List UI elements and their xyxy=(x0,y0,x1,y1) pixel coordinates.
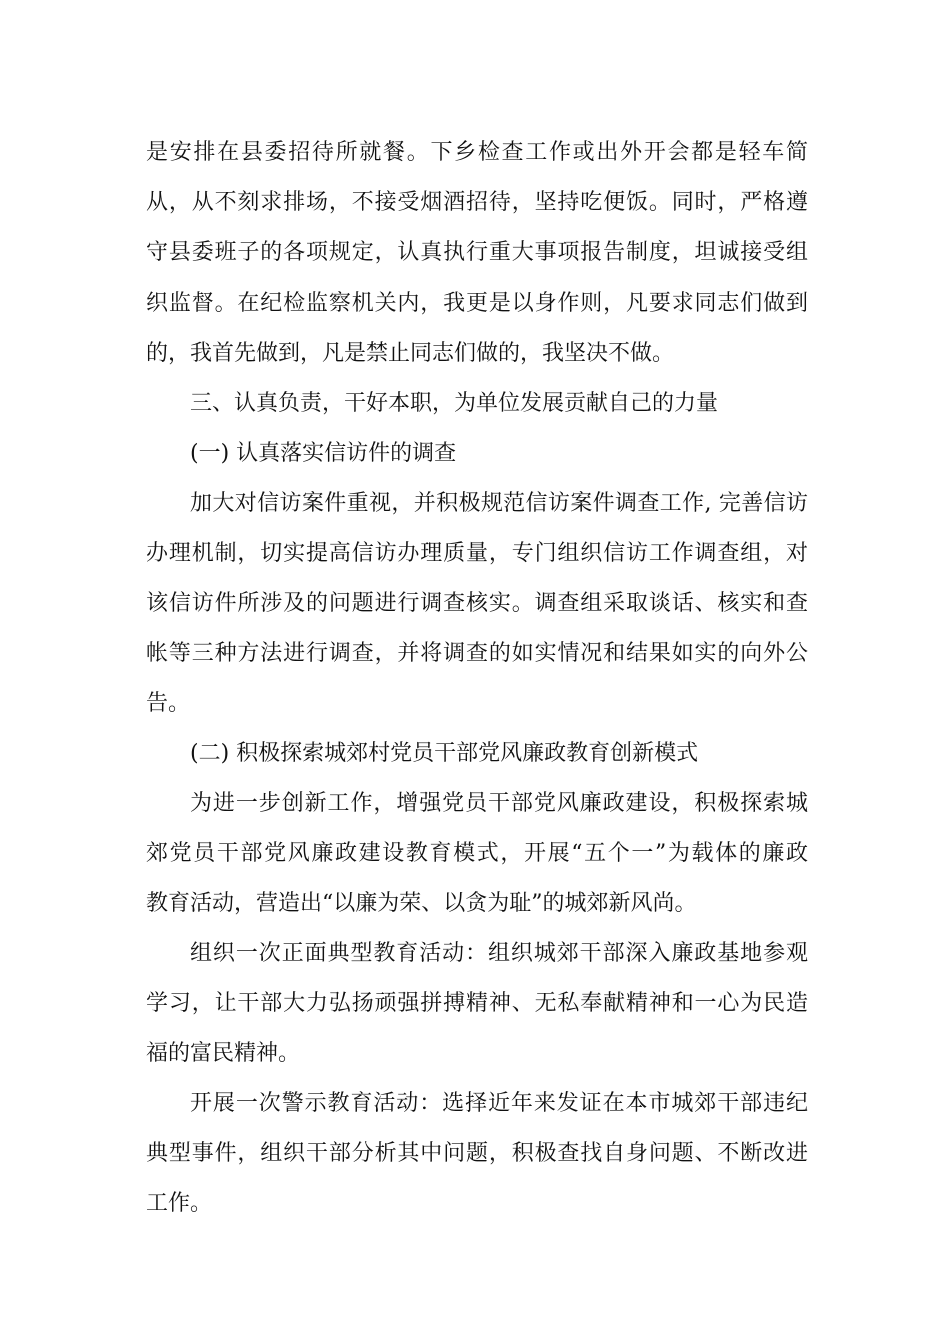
text-line: 的，我首先做到，凡是禁止同志们做的，我坚决不做。 xyxy=(146,341,675,366)
text-line: 帐等三种方法进行调查，并将调查的如实情况和结果如实的向外公 xyxy=(146,641,808,666)
text-line: 加大对信访案件重视，并积极规范信访案件调查工作, 完善信访 xyxy=(190,491,808,516)
text-line: 告。 xyxy=(146,691,191,716)
text-line: 守县委班子的各项规定，认真执行重大事项报告制度，坦诚接受组 xyxy=(146,240,808,265)
subsection-heading: (一) 认真落实信访件的调查 xyxy=(190,441,457,466)
text-line: 福的富民精神。 xyxy=(146,1041,301,1066)
text-line: 是安排在县委招待所就餐。下乡检查工作或出外开会都是轻车简 xyxy=(146,140,808,165)
text-line: 该信访件所涉及的问题进行调查核实。调查组采取谈话、核实和查 xyxy=(146,591,808,616)
text-line: 办理机制，切实提高信访办理质量，专门组织信访工作调查组，对 xyxy=(146,541,808,566)
text-line: 开展一次警示教育活动：选择近年来发证在本市城郊干部违纪 xyxy=(190,1091,808,1116)
subsection-heading: (二) 积极探索城郊村党员干部党风廉政教育创新模式 xyxy=(190,741,699,766)
text-line: 从，从不刻求排场，不接受烟酒招待，坚持吃便饭。同时，严格遵 xyxy=(146,190,808,215)
text-line: 郊党员干部党风廉政建设教育模式，开展“五个一”为载体的廉政 xyxy=(146,841,808,866)
text-line: 教育活动，营造出“以廉为荣、以贪为耻”的城郊新风尚。 xyxy=(146,891,697,916)
text-line: 工作。 xyxy=(146,1191,213,1216)
text-line: 为进一步创新工作，增强党员干部党风廉政建设，积极探索城 xyxy=(190,791,808,816)
text-line: 组织一次正面典型教育活动：组织城郊干部深入廉政基地参观 xyxy=(190,941,808,966)
text-line: 学习，让干部大力弘扬顽强拼搏精神、无私奉献精神和一心为民造 xyxy=(146,991,808,1016)
section-heading: 三、认真负责，干好本职，为单位发展贡献自己的力量 xyxy=(190,391,719,416)
text-line: 典型事件，组织干部分析其中问题，积极查找自身问题、不断改进 xyxy=(146,1141,808,1166)
text-line: 织监督。在纪检监察机关内，我更是以身作则，凡要求同志们做到 xyxy=(146,291,808,316)
